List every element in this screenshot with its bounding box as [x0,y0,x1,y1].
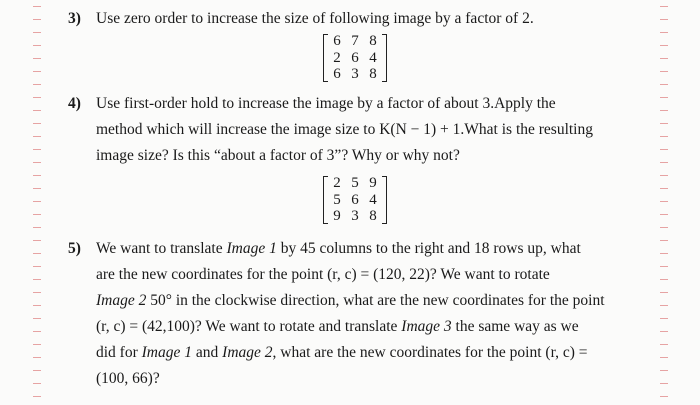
question-4 [58,91,642,169]
left-page-border [33,0,41,405]
question-text-line: method which will increase the image size to K(N − 1) + 1.What is the resulting [96,121,593,138]
question-text-line: did for Image 1 and Image 2, what are the new coordinates for the point (r, c) = [96,344,588,361]
question-text-line: Use first-order hold to increase the image by a factor of about 3.Apply the [96,95,556,112]
question-text-line: (100, 66)? [96,370,160,387]
matrix-cell: 9 [333,208,341,224]
question-text-line: (r, c) = (42,100)? We want to rotate and translate Image 3 the same way as we [96,318,579,335]
matrix-cell: 8 [369,66,377,82]
question-text-line: Image 2 50° in the clockwise direction, what are the new coordinates for the point [96,292,605,309]
question-text: Use zero order to increase the size of following image by a factor of 2. [96,10,534,27]
question-text-line: We want to translate Image 1 by 45 columns to the right and 18 rows up, what [96,240,581,257]
question-3 [58,6,642,32]
matrix-cell: 3 [351,66,359,82]
question-number: 3) [68,10,81,27]
right-page-border [660,0,668,405]
matrix-q4 [323,175,387,225]
question-text-line: image size? Is this “about a factor of 3”? Why or why not? [96,147,460,164]
document-page [58,0,642,405]
matrix-cell: 6 [333,66,341,82]
matrix-cell: 4 [369,49,377,66]
matrix-cell: 9 [369,175,377,191]
matrix-cell: 4 [369,191,377,208]
matrix-cell: 2 [333,49,341,66]
question-text-line: are the new coordinates for the point (r, c) = (120, 22)? We want to rotate [96,266,550,283]
question-5 [58,236,642,392]
matrix-cell: 5 [333,191,341,208]
matrix-cell: 7 [351,33,359,49]
question-number: 5) [68,240,81,257]
matrix-cell: 8 [369,33,377,49]
matrix-cell: 8 [369,208,377,224]
matrix-cell: 6 [351,49,359,66]
matrix-cell: 6 [333,33,341,49]
matrix-cell: 3 [351,208,359,224]
matrix-q3 [323,33,387,83]
matrix-cell: 5 [351,175,359,191]
question-number: 4) [68,95,81,112]
matrix-cell: 6 [351,191,359,208]
matrix-cell: 2 [333,175,341,191]
